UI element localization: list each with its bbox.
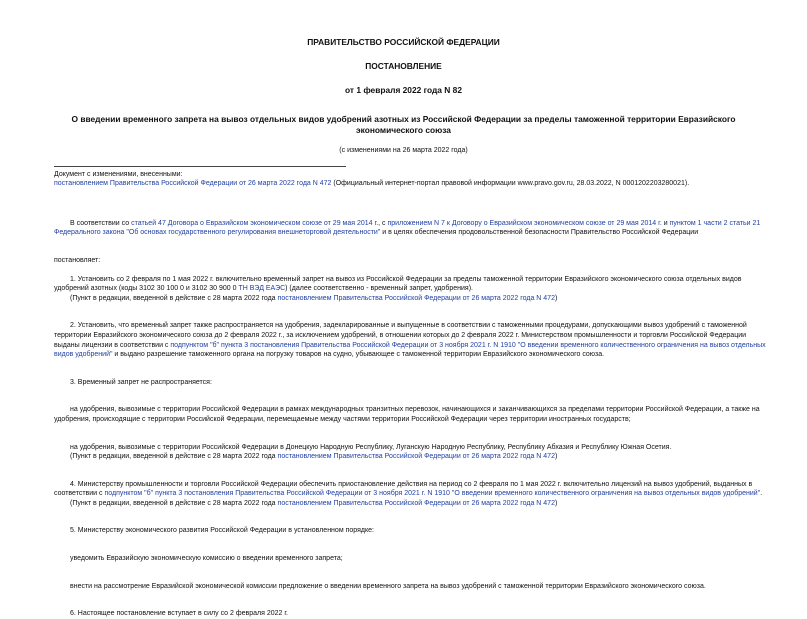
paragraph-5b: внести на рассмотрение Евразийской экономической комиссии предложение о введении временного запрета на вывоз удобрений с таможенной территории Евразийского экономического союза. xyxy=(70,582,706,590)
tnved-link[interactable]: ТН ВЭД ЕАЭС xyxy=(238,285,286,293)
decides-line: постановляет: xyxy=(54,256,101,264)
decree-1910-link-2[interactable]: подпунктом "б" пункта 3 постановления Правительства Российской Федерации от 3 ноября 2021 г. N 1910 "О введении временного количественного ограничения на вывоз отдельных видов удобрений" xyxy=(104,490,761,498)
amending-decree-link[interactable]: постановлением Правительства Российской Федерации от 26 марта 2022 года N 472 xyxy=(54,180,332,188)
edition-note-2: (Пункт в редакции, введенной в действие с 28 марта 2022 года постановлением Правительства Российской Федерации от 26 марта 2022 года N 472) xyxy=(70,453,558,461)
paragraph-5: 5. Министерству экономического развития Российской Федерации в установленном порядке: xyxy=(70,527,374,535)
decree-1910-link-1[interactable]: подпунктом "б" пункта 3 постановления Правительства Российской Федерации от 3 ноября 2021 г. N 1910 "О введении временного количественного ограничения на вывоз отдельных видов удобрений" xyxy=(54,341,766,359)
doc-changes-intro: Документ с изменениями, внесенными: xyxy=(54,170,183,178)
doc-changes-text: постановлением Правительства Российской Федерации от 26 марта 2022 года N 472 (Официальный интернет-портал правовой информации www.pravo.gov.ru, 28.03.2022, N 0001202203280021). xyxy=(54,180,690,188)
document-date-number: от 1 февраля 2022 года N 82 xyxy=(345,85,462,95)
federal-law-link[interactable]: пунктом 1 части 2 статьи 21 Федерального закона "Об основах государственного регулирования внешнеторговой деятельности" xyxy=(54,219,761,237)
edition-note-link-2[interactable]: постановлением Правительства Российской Федерации от 26 марта 2022 года N 472 xyxy=(277,453,555,461)
edition-note-3: (Пункт в редакции, введенной в действие с 28 марта 2022 года постановлением Правительства Российской Федерации от 26 марта 2022 года N 472) xyxy=(70,499,558,507)
paragraph-3a: на удобрения, вывозимые с территории Российской Федерации в рамках международных транзитных перевозок, начинающихся и заканчивающихся за пределами территории Российской Федерации, а также на удобрения, происходящие с территории Российской Федерации, перемещаемые между частями территории Российской Федерации через территории иностранных государств; xyxy=(54,406,760,423)
paragraph-1: 1. Установить со 2 февраля по 1 мая 2022 г. включительно временный запрет на вывоз из Российской Федерации за пределы таможенной территории Евразийского экономического союза отдельных видов удобрений азотных (коды 3102 30 100 0 и 3102 30 900 0 ТН ВЭД ЕАЭС) (далее соответственно - временный запрет, удобрения). xyxy=(54,275,742,293)
treaty-annex-7-link[interactable]: приложением N 7 к Договору о Евразийском экономическом союзе от 29 мая 2014 г. xyxy=(387,219,662,227)
paragraph-3: 3. Временный запрет не распространяется: xyxy=(70,378,212,386)
preamble: В соответствии со статьей 47 Договора о Евразийском экономическом союзе от 29 мая 2014 г., с приложением N 7 к Договору о Евразийском экономическом союзе от 29 мая 2014 г. и пунктом 1 части 2 статьи 21 Федерального закона "Об основах государственного регулирования внешнеторговой деятельности" и в целях обеспечения продовольственной безопасности Правительство Российской Федерации xyxy=(54,219,761,237)
edition-note-link-3[interactable]: постановлением Правительства Российской Федерации от 26 марта 2022 года N 472 xyxy=(277,499,555,507)
paragraph-5a: уведомить Евразийскую экономическую комиссию о введении временного запрета; xyxy=(70,555,343,563)
document-type: ПОСТАНОВЛЕНИЕ xyxy=(365,61,442,71)
treaty-article-47-link[interactable]: статьей 47 Договора о Евразийском экономическом союзе от 29 мая 2014 г. xyxy=(131,219,379,227)
document-title: О введении временного запрета на вывоз отдельных видов удобрений азотных из Российской Федерации за пределы таможенной территории Евразийского экономического союза xyxy=(71,114,736,135)
changes-note: (с изменениями на 26 марта 2022 года) xyxy=(339,147,468,154)
doc-changes-block xyxy=(38,167,769,189)
edition-note-link-1[interactable]: постановлением Правительства Российской Федерации от 26 марта 2022 года N 472 xyxy=(277,294,555,302)
government-name: ПРАВИТЕЛЬСТВО РОССИЙСКОЙ ФЕДЕРАЦИИ xyxy=(307,37,500,47)
paragraph-3b: на удобрения, вывозимые с территории Российской Федерации в Донецкую Народную Республику, Луганскую Народную Республику, Республику Абхазия и Республику Южная Осетия. xyxy=(70,443,672,451)
paragraph-4: 4. Министерству промышленности и торговли Российской Федерации обеспечить приостановление действия на период со 2 февраля по 1 мая 2022 г. включительно лицензий на вывоз удобрений, выданных в соответствии с подпунктом "б" пункта 3 постановления Правительства Российской Федерации от 3 ноября 2021 г. N 1910 "О введении временного количественного ограничения на вывоз отдельных видов удобрений". xyxy=(54,480,763,498)
paragraph-2: 2. Установить, что временный запрет также распространяется на удобрения, задекларированные и выпущенные в соответствии с таможенными процедурами, допускающими вывоз удобрений с таможенной территории Евразийского экономического союза до 2 февраля 2022 г., за исключением удобрений, в отношении которых до 2 февраля 2022 г. Министерством промышленности и торговли Российской Федерации выданы лицензии в соответствии с подпунктом "б" пункта 3 постановления Правительства Российской Федерации от 3 ноября 2021 г. N 1910 "О введении временного количественного ограничения на вывоз отдельных видов удобрений" и выдано разрешение таможенного органа на погрузку товаров на судно, убывающее с таможенной территории Евразийского экономического союза. xyxy=(54,322,766,359)
edition-note-1: (Пункт в редакции, введенной в действие с 28 марта 2022 года постановлением Правительства Российской Федерации от 26 марта 2022 года N 472) xyxy=(70,294,558,302)
paragraph-6: 6. Настоящее постановление вступает в силу со 2 февраля 2022 г. xyxy=(70,610,288,618)
